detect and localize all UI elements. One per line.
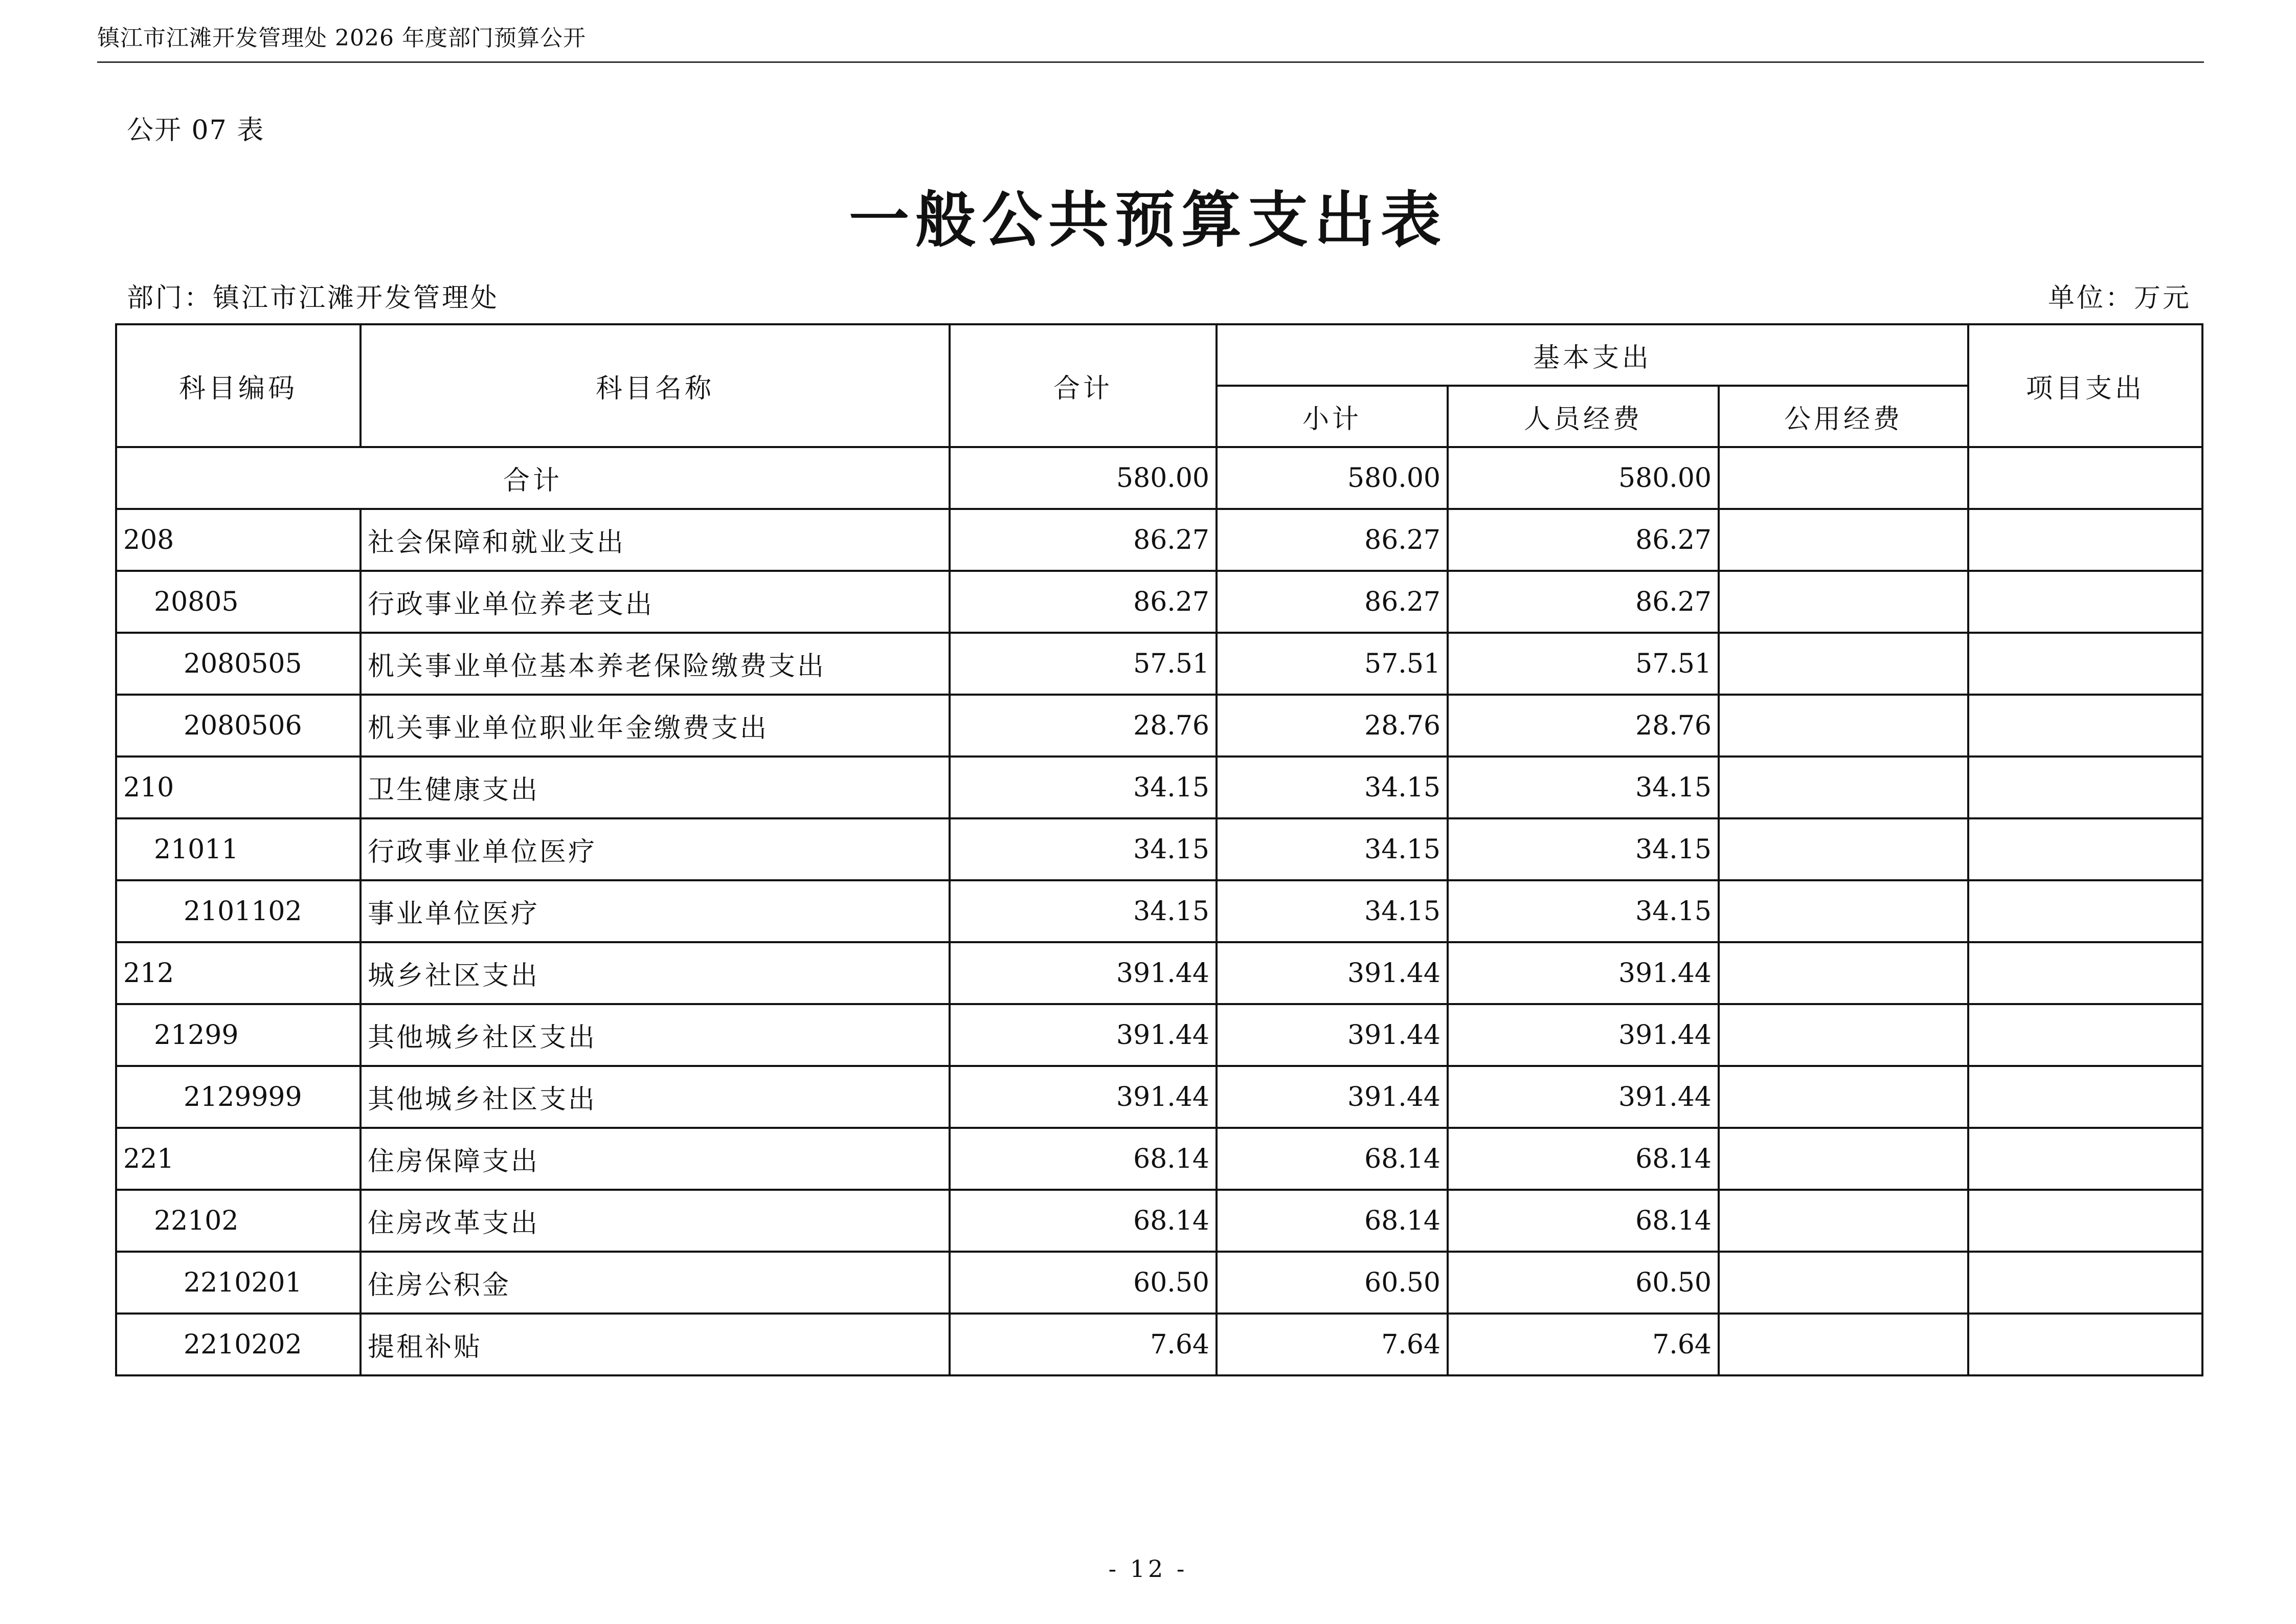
- cell-code: 22102: [116, 1190, 361, 1252]
- cell-code: 2080505: [116, 633, 361, 695]
- cell-subtotal: 57.51: [1217, 633, 1448, 695]
- cell-total: 391.44: [950, 942, 1217, 1004]
- cell-total: 86.27: [950, 571, 1217, 633]
- table-row: [116, 571, 2202, 633]
- cell-public: [1719, 1004, 1968, 1066]
- cell-personnel: 34.15: [1448, 880, 1719, 942]
- cell-personnel: 86.27: [1448, 571, 1719, 633]
- cell-total: 391.44: [950, 1066, 1217, 1128]
- table-row: [116, 1252, 2202, 1314]
- table-row: [116, 880, 2202, 942]
- cell-subtotal: 68.14: [1217, 1128, 1448, 1190]
- cell-public: [1719, 1314, 1968, 1375]
- cell-project: [1968, 1066, 2202, 1128]
- cell-subtotal: 7.64: [1217, 1314, 1448, 1375]
- cell-subtotal: 86.27: [1217, 509, 1448, 571]
- col-header-code: 科目编码: [116, 324, 361, 447]
- cell-personnel: 391.44: [1448, 1004, 1719, 1066]
- table-row: [116, 942, 2202, 1004]
- cell-name: 城乡社区支出: [361, 942, 950, 1004]
- cell-project: [1968, 942, 2202, 1004]
- cell-code: 2080506: [116, 695, 361, 757]
- cell-name: 提租补贴: [361, 1314, 950, 1375]
- total-row-subtotal: 580.00: [1217, 447, 1448, 509]
- cell-name: 住房改革支出: [361, 1190, 950, 1252]
- header-row-1: [116, 324, 2202, 386]
- cell-subtotal: 68.14: [1217, 1190, 1448, 1252]
- table-row: [116, 1004, 2202, 1066]
- cell-personnel: 86.27: [1448, 509, 1719, 571]
- cell-total: 391.44: [950, 1004, 1217, 1066]
- col-header-basic: 基本支出: [1217, 324, 1968, 386]
- cell-name: 住房公积金: [361, 1252, 950, 1314]
- cell-code: 212: [116, 942, 361, 1004]
- table-row: [116, 695, 2202, 757]
- cell-code: 20805: [116, 571, 361, 633]
- cell-project: [1968, 571, 2202, 633]
- table-row: [116, 818, 2202, 880]
- cell-personnel: 391.44: [1448, 942, 1719, 1004]
- budget-table: [115, 323, 2203, 1376]
- total-row-total: 580.00: [950, 447, 1217, 509]
- cell-project: [1968, 1314, 2202, 1375]
- cell-name: 机关事业单位职业年金缴费支出: [361, 695, 950, 757]
- total-row: [116, 447, 2202, 509]
- cell-public: [1719, 633, 1968, 695]
- cell-project: [1968, 1252, 2202, 1314]
- cell-public: [1719, 942, 1968, 1004]
- cell-name: 卫生健康支出: [361, 757, 950, 818]
- cell-name: 机关事业单位基本养老保险缴费支出: [361, 633, 950, 695]
- department-label: 部门：镇江市江滩开发管理处: [127, 283, 500, 314]
- cell-subtotal: 391.44: [1217, 1066, 1448, 1128]
- table-row: [116, 633, 2202, 695]
- cell-project: [1968, 1190, 2202, 1252]
- cell-name: 行政事业单位医疗: [361, 818, 950, 880]
- cell-total: 34.15: [950, 757, 1217, 818]
- cell-code: 208: [116, 509, 361, 571]
- cell-total: 68.14: [950, 1128, 1217, 1190]
- cell-public: [1719, 1128, 1968, 1190]
- cell-code: 2101102: [116, 880, 361, 942]
- cell-name: 其他城乡社区支出: [361, 1066, 950, 1128]
- cell-total: 60.50: [950, 1252, 1217, 1314]
- cell-code: 21011: [116, 818, 361, 880]
- cell-subtotal: 86.27: [1217, 571, 1448, 633]
- cell-subtotal: 34.15: [1217, 757, 1448, 818]
- total-row-personnel: 580.00: [1448, 447, 1719, 509]
- cell-project: [1968, 1128, 2202, 1190]
- table-row: [116, 1190, 2202, 1252]
- col-header-personnel: 人员经费: [1448, 386, 1719, 447]
- cell-total: 68.14: [950, 1190, 1217, 1252]
- cell-code: 2129999: [116, 1066, 361, 1128]
- col-header-project: 项目支出: [1968, 324, 2202, 447]
- cell-project: [1968, 633, 2202, 695]
- cell-personnel: 57.51: [1448, 633, 1719, 695]
- total-row-label: 合计: [116, 447, 950, 509]
- table-row: [116, 1066, 2202, 1128]
- table-row: [116, 1128, 2202, 1190]
- cell-personnel: 391.44: [1448, 1066, 1719, 1128]
- cell-total: 28.76: [950, 695, 1217, 757]
- cell-total: 57.51: [950, 633, 1217, 695]
- cell-name: 其他城乡社区支出: [361, 1004, 950, 1066]
- cell-subtotal: 34.15: [1217, 880, 1448, 942]
- cell-name: 住房保障支出: [361, 1128, 950, 1190]
- cell-subtotal: 391.44: [1217, 942, 1448, 1004]
- table-row: [116, 1314, 2202, 1375]
- total-row-public: [1719, 447, 1968, 509]
- cell-name: 社会保障和就业支出: [361, 509, 950, 571]
- cell-total: 7.64: [950, 1314, 1217, 1375]
- cell-code: 2210202: [116, 1314, 361, 1375]
- cell-project: [1968, 880, 2202, 942]
- cell-public: [1719, 880, 1968, 942]
- cell-total: 86.27: [950, 509, 1217, 571]
- table-number: 公开 07 表: [127, 115, 265, 146]
- cell-subtotal: 60.50: [1217, 1252, 1448, 1314]
- cell-public: [1719, 695, 1968, 757]
- cell-personnel: 68.14: [1448, 1190, 1719, 1252]
- cell-public: [1719, 1190, 1968, 1252]
- cell-public: [1719, 1252, 1968, 1314]
- cell-subtotal: 391.44: [1217, 1004, 1448, 1066]
- page-number: - 12 -: [1108, 1555, 1188, 1583]
- running-header: 镇江市江滩开发管理处 2026 年度部门预算公开: [97, 25, 586, 51]
- cell-personnel: 28.76: [1448, 695, 1719, 757]
- cell-public: [1719, 571, 1968, 633]
- cell-subtotal: 28.76: [1217, 695, 1448, 757]
- header-divider: [97, 61, 2204, 63]
- cell-total: 34.15: [950, 818, 1217, 880]
- cell-project: [1968, 757, 2202, 818]
- cell-personnel: 60.50: [1448, 1252, 1719, 1314]
- cell-name: 事业单位医疗: [361, 880, 950, 942]
- page-title: 一般公共预算支出表: [848, 185, 1447, 255]
- cell-project: [1968, 1004, 2202, 1066]
- cell-code: 2210201: [116, 1252, 361, 1314]
- col-header-public: 公用经费: [1719, 386, 1968, 447]
- cell-personnel: 68.14: [1448, 1128, 1719, 1190]
- cell-public: [1719, 1066, 1968, 1128]
- table-row: [116, 757, 2202, 818]
- col-header-subtotal: 小计: [1217, 386, 1448, 447]
- cell-personnel: 34.15: [1448, 757, 1719, 818]
- cell-personnel: 7.64: [1448, 1314, 1719, 1375]
- col-header-total: 合计: [950, 324, 1217, 447]
- cell-project: [1968, 509, 2202, 571]
- col-header-name: 科目名称: [361, 324, 950, 447]
- table-row: [116, 509, 2202, 571]
- cell-public: [1719, 757, 1968, 818]
- cell-code: 21299: [116, 1004, 361, 1066]
- cell-project: [1968, 818, 2202, 880]
- total-row-project: [1968, 447, 2202, 509]
- cell-personnel: 34.15: [1448, 818, 1719, 880]
- cell-public: [1719, 818, 1968, 880]
- cell-code: 210: [116, 757, 361, 818]
- cell-name: 行政事业单位养老支出: [361, 571, 950, 633]
- cell-public: [1719, 509, 1968, 571]
- cell-subtotal: 34.15: [1217, 818, 1448, 880]
- cell-code: 221: [116, 1128, 361, 1190]
- cell-total: 34.15: [950, 880, 1217, 942]
- unit-label: 单位：万元: [2047, 283, 2191, 314]
- cell-project: [1968, 695, 2202, 757]
